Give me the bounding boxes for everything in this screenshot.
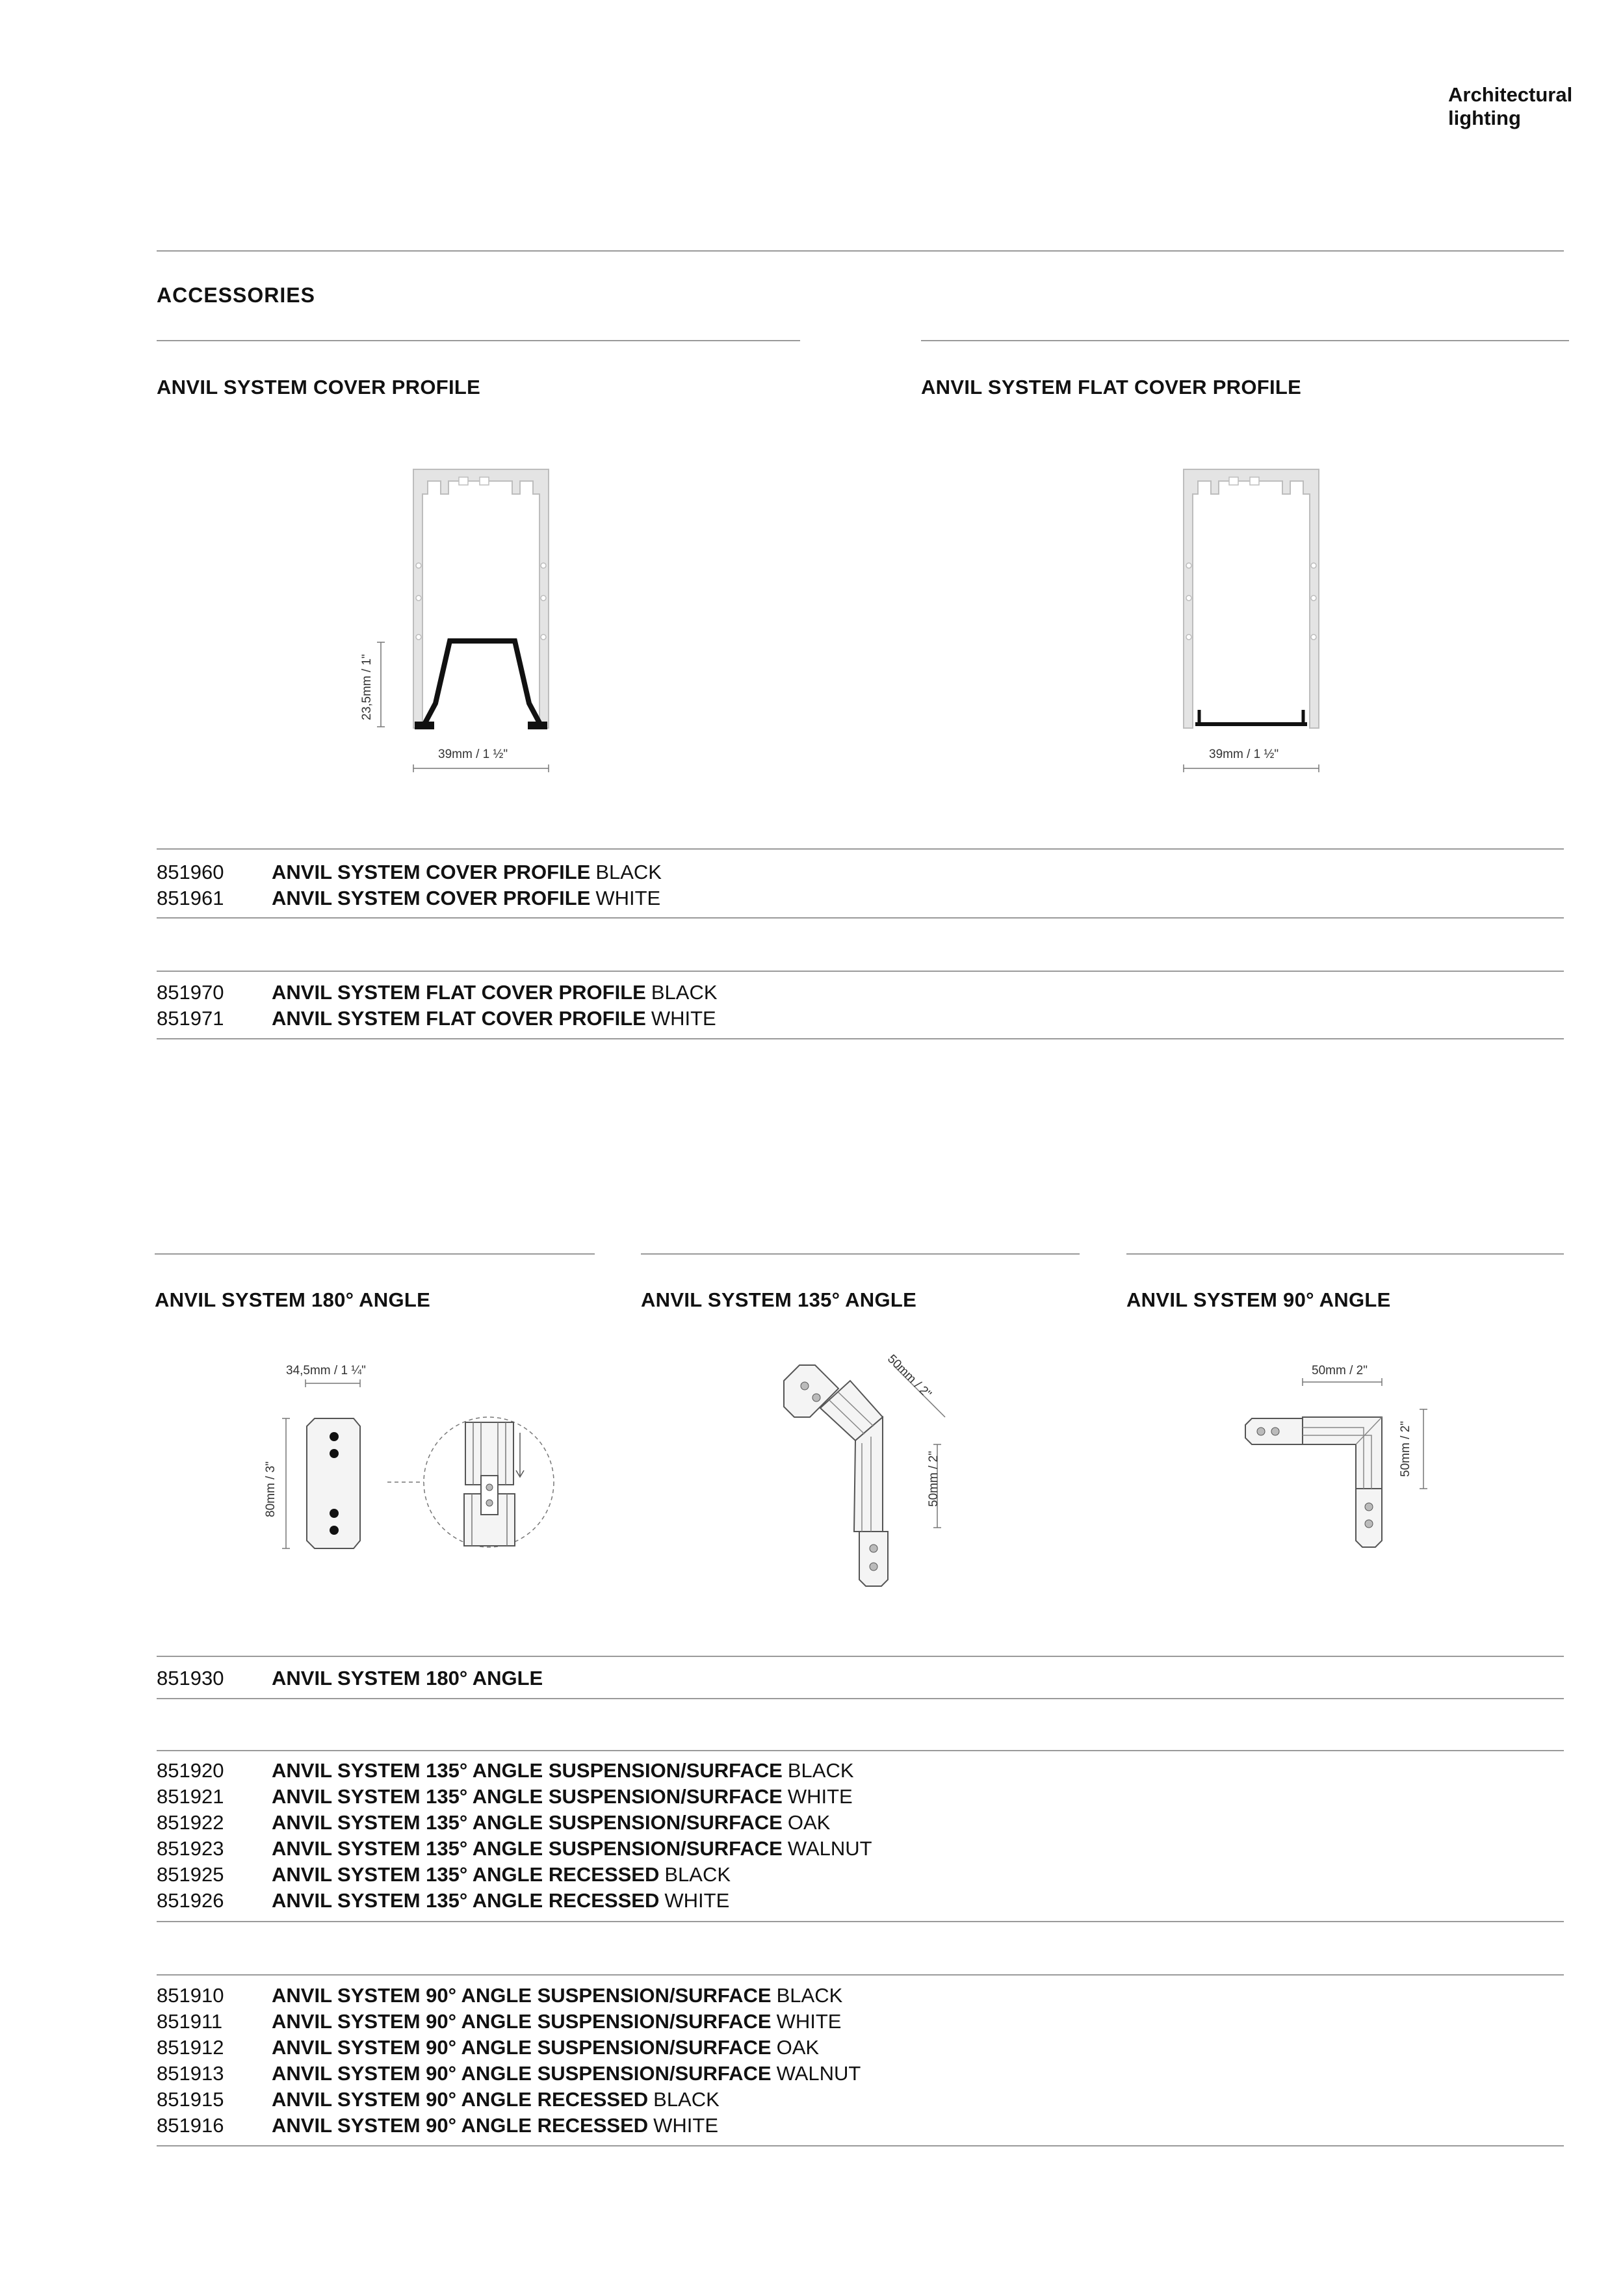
angle180-title: ANVIL SYSTEM 180° ANGLE xyxy=(155,1288,431,1311)
cover-profile-drawing xyxy=(409,468,552,774)
angle180-drawing xyxy=(260,1378,572,1573)
angle90-list xyxy=(157,1983,861,2139)
list-item: 851915 ANVIL SYSTEM 90° ANGLE RECESSED BLACK xyxy=(157,2088,720,2111)
angle180-list-top-rule xyxy=(157,1656,1564,1657)
angle90-title: ANVIL SYSTEM 90° ANGLE xyxy=(1126,1288,1391,1311)
list-item: 851913 ANVIL SYSTEM 90° ANGLE SUSPENSION/SURFACE WALNUT xyxy=(157,2062,861,2085)
angle180-divider xyxy=(155,1253,595,1255)
list-item: 851916 ANVIL SYSTEM 90° ANGLE RECESSED WHITE xyxy=(157,2114,719,2137)
cover-width-dimension: 39mm / 1 ½" xyxy=(438,748,508,761)
cover-profile-title: ANVIL SYSTEM COVER PROFILE xyxy=(157,376,481,398)
section-title: ACCESSORIES xyxy=(157,283,315,307)
list-item: 851922 ANVIL SYSTEM 135° ANGLE SUSPENSION/SURFACE OAK xyxy=(157,1811,831,1834)
angle135-list xyxy=(157,1758,872,1914)
list-item: 851930 ANVIL SYSTEM 180° ANGLE xyxy=(157,1667,543,1689)
brand-label xyxy=(1448,83,1572,130)
angle180-width-dimension: 34,5mm / 1 ¼" xyxy=(286,1364,366,1377)
list-item: 851912 ANVIL SYSTEM 90° ANGLE SUSPENSION/SURFACE OAK xyxy=(157,2036,820,2059)
list-item: 851923 ANVIL SYSTEM 135° ANGLE SUSPENSION/SURFACE WALNUT xyxy=(157,1837,872,1860)
angle135-title: ANVIL SYSTEM 135° ANGLE xyxy=(641,1288,917,1311)
list-item: 851970 ANVIL SYSTEM FLAT COVER PROFILE BLACK xyxy=(157,981,718,1004)
cover-list-top-rule xyxy=(157,848,1564,850)
angle135-arm-dimension: 50mm / 2" xyxy=(885,1352,934,1402)
cover-profile-list xyxy=(157,859,662,911)
angle135-divider xyxy=(641,1253,1080,1255)
list-item: 851910 ANVIL SYSTEM 90° ANGLE SUSPENSION/SURFACE BLACK xyxy=(157,1984,843,2007)
list-item: 851920 ANVIL SYSTEM 135° ANGLE SUSPENSION/SURFACE BLACK xyxy=(157,1759,854,1782)
angle90-height-dimension: 50mm / 2" xyxy=(1399,1421,1412,1477)
flat-cover-list-bottom-rule xyxy=(157,1038,1564,1039)
cover-list-bottom-rule xyxy=(157,917,1564,919)
header-divider xyxy=(157,250,1564,252)
flat-cover-profile-drawing xyxy=(1180,468,1323,774)
flat-cover-width-dimension: 39mm / 1 ½" xyxy=(1209,748,1279,761)
angle90-width-dimension: 50mm / 2" xyxy=(1312,1364,1368,1377)
angle180-list-bottom-rule xyxy=(157,1698,1564,1699)
list-item: 851926 ANVIL SYSTEM 135° ANGLE RECESSED WHITE xyxy=(157,1889,730,1912)
angle90-list-bottom-rule xyxy=(157,2145,1564,2146)
angle180-list xyxy=(157,1665,548,1691)
brand-line-2: lighting xyxy=(1448,107,1521,129)
angle90-divider xyxy=(1126,1253,1564,1255)
list-item: 851961 ANVIL SYSTEM COVER PROFILE WHITE xyxy=(157,887,661,909)
list-item: 851921 ANVIL SYSTEM 135° ANGLE SUSPENSION/SURFACE WHITE xyxy=(157,1785,853,1808)
cover-divider xyxy=(157,340,800,341)
list-item: 851971 ANVIL SYSTEM FLAT COVER PROFILE WHITE xyxy=(157,1007,716,1030)
angle135-height-dimension: 50mm / 2" xyxy=(927,1451,941,1507)
cover-height-dimension: 23,5mm / 1" xyxy=(360,654,374,720)
flat-cover-profile-list xyxy=(157,980,718,1032)
list-item: 851911 ANVIL SYSTEM 90° ANGLE SUSPENSION/SURFACE WHITE xyxy=(157,2010,842,2033)
brand-line-1: Architectural xyxy=(1448,83,1573,106)
angle135-list-top-rule xyxy=(157,1750,1564,1751)
flat-cover-profile-title: ANVIL SYSTEM FLAT COVER PROFILE xyxy=(921,376,1302,398)
angle180-height-dimension: 80mm / 3" xyxy=(264,1461,278,1517)
flat-cover-list-top-rule xyxy=(157,971,1564,972)
angle135-list-bottom-rule xyxy=(157,1921,1564,1922)
list-item: 851960 ANVIL SYSTEM COVER PROFILE BLACK xyxy=(157,861,662,883)
list-item: 851925 ANVIL SYSTEM 135° ANGLE RECESSED BLACK xyxy=(157,1863,731,1886)
angle135-drawing xyxy=(773,1352,981,1599)
angle90-list-top-rule xyxy=(157,1974,1564,1976)
flat-cover-divider xyxy=(921,340,1569,341)
